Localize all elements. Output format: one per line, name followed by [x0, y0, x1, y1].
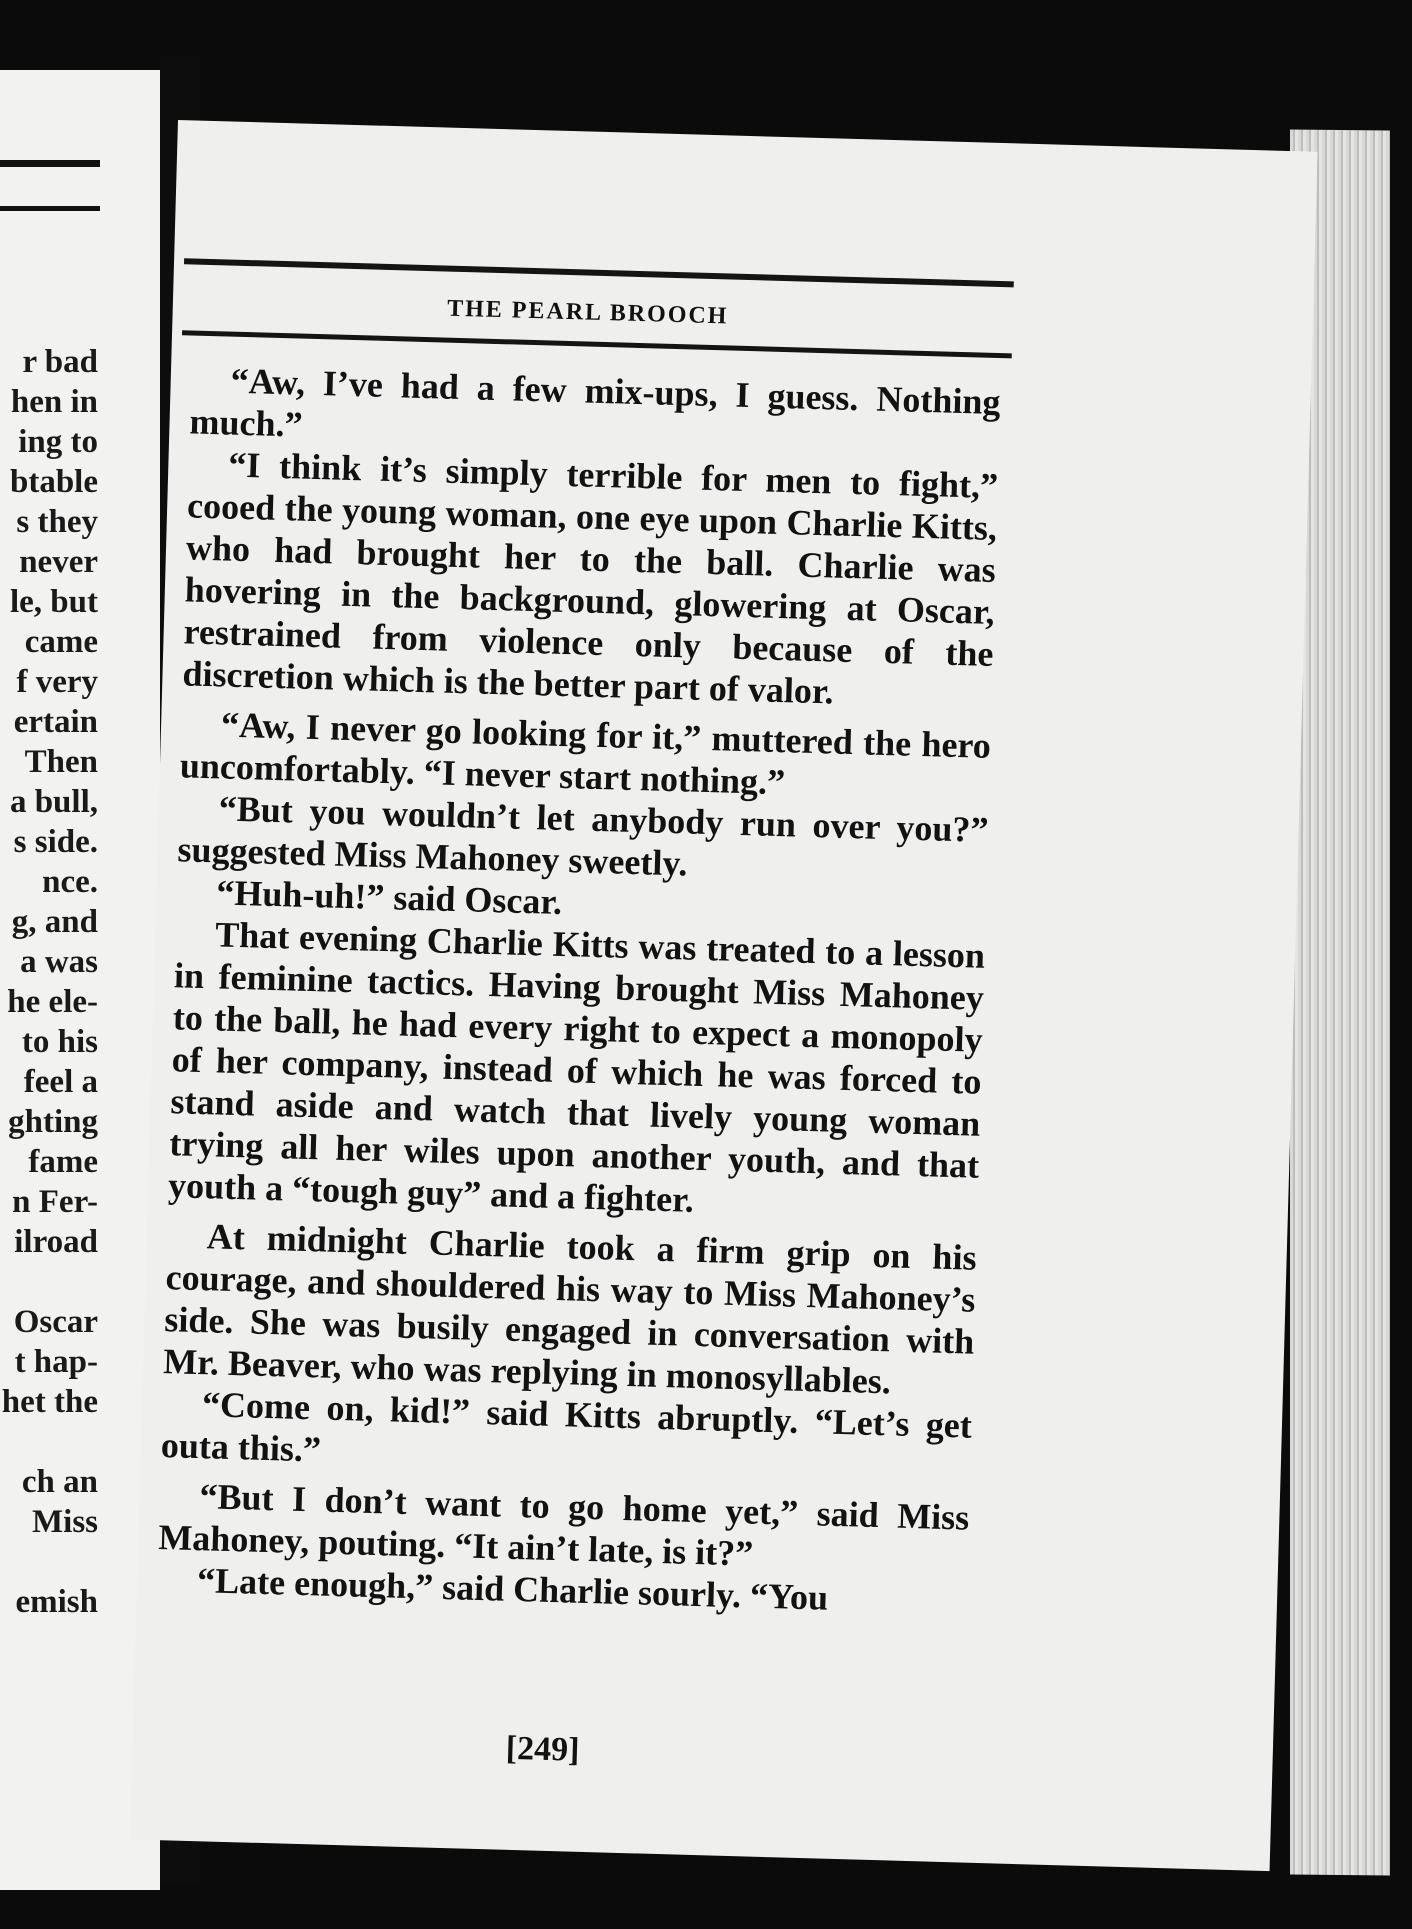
paragraph: That evening Charlie Kitts was treated to a lesson in feminine tactics. Having brought Miss Mahoney to the ball, he had every right to expect a monopoly of her company, instead of which he was forced to stand aside and watch that lively young woman trying all her wiles upon another youth, and that youth a “tough guy” and a fighter.: [167, 914, 986, 1220]
left-line: het the: [1, 1384, 98, 1420]
left-line: Then: [24, 744, 98, 780]
right-page: [130, 120, 1318, 1871]
left-line: emish: [15, 1584, 98, 1620]
left-line: feel a: [23, 1064, 98, 1100]
left-line: ghting: [8, 1104, 98, 1140]
left-line: btable: [9, 464, 98, 500]
left-line: n Fer-: [12, 1184, 98, 1220]
left-gap: [2, 1262, 98, 1302]
left-line: ing to: [18, 424, 98, 460]
page-number: [249]: [505, 1729, 580, 1769]
left-line: t hap-: [14, 1344, 98, 1380]
paragraph: “But I don’t want to go home yet,” said Miss Mahoney, pouting. “It ain’t late, is it?”: [157, 1476, 970, 1574]
left-line: a bull,: [9, 784, 98, 820]
left-line: ch an: [21, 1464, 98, 1500]
left-line: he ele-: [7, 984, 98, 1020]
left-line: Oscar: [13, 1304, 98, 1340]
paragraph: “Aw, I never go looking for it,” muttered the hero uncomfortably. “I never start nothing.”: [179, 704, 992, 803]
left-top-rule: [0, 160, 100, 167]
left-page-text: [2, 342, 98, 1622]
left-line: fame: [28, 1144, 98, 1180]
left-line: s side.: [13, 824, 98, 860]
top-rule: [184, 258, 1014, 287]
left-line: g, and: [11, 904, 98, 940]
left-line: to his: [21, 1024, 98, 1060]
left-line: f very: [16, 664, 98, 700]
left-line: s they: [16, 504, 98, 540]
left-line: r bad: [22, 344, 98, 380]
left-line: Miss: [32, 1504, 98, 1540]
left-head-rule: [0, 206, 100, 211]
left-line: ertain: [13, 704, 98, 740]
paragraph: “I think it’s simply terrible for men to fight,” cooed the young woman, one eye upon Charlie Kitts, who had brought her to the ball. Charlie was hovering in the background, glowering at Oscar, restrained from violence only because of the discretion which is the better part of valor.: [181, 444, 999, 712]
left-line: hen in: [10, 384, 98, 420]
left-line: a was: [20, 944, 98, 980]
paragraph: At midnight Charlie took a firm grip on his courage, and shouldered his way to Miss Mahoney’s side. She was busily engaged in conversation with Mr. Beaver, who was replying in monosyllables.: [162, 1216, 978, 1402]
running-head: THE PEARL BROOCH: [446, 295, 729, 330]
paragraph: “Huh-uh!” said Oscar.: [215, 872, 563, 923]
paragraph: “Late enough,” said Charlie sourly. “You: [196, 1560, 829, 1618]
paragraph: “But you wouldn’t let anybody run over you?” suggested Miss Mahoney sweetly.: [177, 788, 990, 884]
left-line: came: [24, 624, 98, 660]
paragraph: “Come on, kid!” said Kitts abruptly. “Let’s get outa this.”: [160, 1384, 973, 1470]
left-gap: [2, 1542, 98, 1582]
body-text: [157, 358, 1001, 1622]
left-line: never: [19, 544, 98, 580]
paragraph: “Aw, I’ve had a few mix-ups, I guess. Nothing much.”: [189, 360, 1002, 445]
left-line: le, but: [9, 584, 98, 620]
left-gap: [2, 1422, 98, 1462]
text-block: [157, 180, 1266, 1769]
left-line: nce.: [42, 864, 98, 900]
left-line: ilroad: [14, 1224, 98, 1260]
